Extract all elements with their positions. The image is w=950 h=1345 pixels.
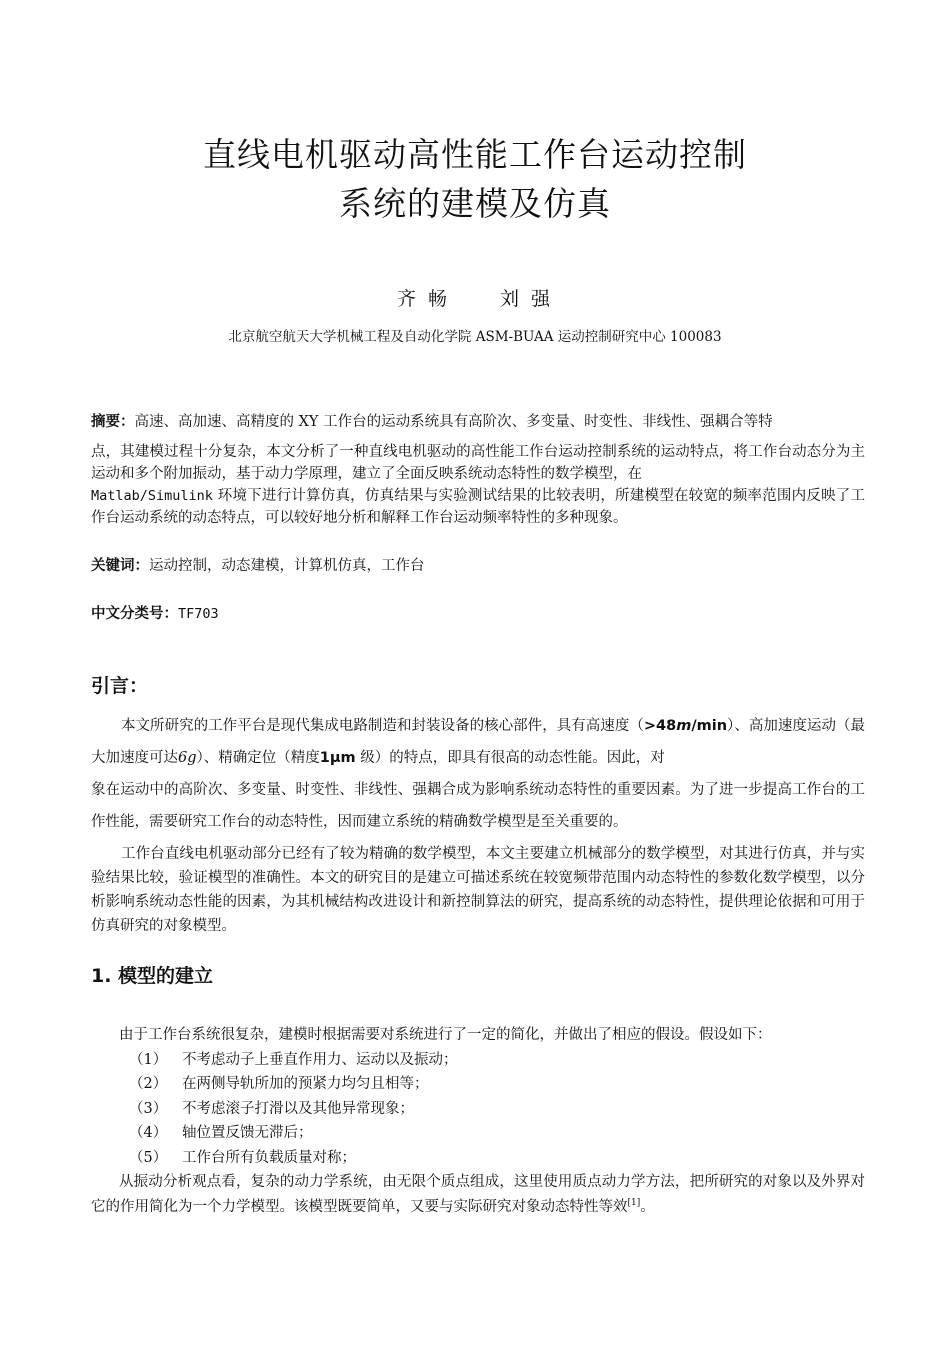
- classification-code: TF703: [178, 606, 219, 622]
- author-1: 齐 畅: [396, 288, 450, 310]
- assumption-item: [91, 1072, 865, 1097]
- abstract-text-1: 高速、高加速、高精度的 XY 工作台的运动系统具有高阶次、多变量、时变性、非线性、强耦合等特: [134, 414, 773, 430]
- intro-precision: 1μm: [319, 750, 356, 766]
- classification-number: [91, 604, 865, 624]
- author-list: [0, 287, 950, 311]
- assumption-number: （2）: [129, 1076, 168, 1092]
- keywords-label: 关键词: [91, 558, 135, 574]
- abstract-label-sep: ：: [120, 414, 135, 430]
- intro-heading: 引言：: [91, 675, 149, 697]
- model-paragraph: 从振动分析观点看，复杂的动力学系统，由无限个质点组成，这里使用质点动力学方法，把所研究的对象以及外界对它的作用简化为一个力学模型。该模型既要简单，又要与实际研究对象动态特性等效: [91, 1174, 865, 1215]
- affiliation: 北京航空航天大学机械工程及自动化学院 ASM-BUAA 运动控制研究中心 100083: [228, 329, 722, 345]
- model-paragraph-end: 。: [640, 1198, 655, 1215]
- intro-speed-unit: /min: [691, 718, 728, 734]
- assumption-text: 在两侧导轨所加的预紧力均匀且相等；: [182, 1076, 429, 1092]
- intro-p2: 工作台直线电机驱动部分已经有了较为精确的数学模型，本文主要建立机械部分的数学模型，对其进行仿真，并与实验结果比较，验证模型的准确性。本文的研究目的是建立可描述系统在较宽频带范围内动态特性的参数化数学模型，以分析影响系统动态性能的因素，为其机械结构改进设计和新控制算法的研究，提高系统的动态特性，提供理论依据和可用于仿真研究的对象模型。: [91, 846, 865, 934]
- assumption-number: （4）: [129, 1125, 168, 1141]
- intro-accel: 6g: [178, 750, 197, 766]
- paper-title-line-2: 系统的建模及仿真: [339, 184, 611, 223]
- assumption-item: [91, 1048, 865, 1073]
- classification-label-sep: ：: [163, 606, 178, 622]
- section-1-heading: 1. 模型的建立: [91, 965, 214, 987]
- abstract: [91, 409, 865, 529]
- author-2: 刘 强: [500, 288, 554, 310]
- assumption-item: [91, 1097, 865, 1122]
- assumptions-intro: 由于工作台系统很复杂，建模时根据需要对系统进行了一定的简化，并做出了相应的假设。假设如下：: [119, 1027, 772, 1043]
- assumption-text: 不考虑滚子打滑以及其他异常现象；: [182, 1100, 414, 1117]
- assumption-number: （3）: [129, 1100, 168, 1117]
- intro-body: [91, 710, 865, 938]
- abstract-matlab: Matlab/Simulink: [91, 488, 213, 504]
- intro-p1-c: ）、精确定位（精度: [196, 750, 320, 766]
- intro-speed-unit-m: m: [676, 718, 692, 734]
- assumption-text: 轴位置反馈无滞后；: [182, 1125, 313, 1141]
- section-1-body: [91, 1023, 865, 1219]
- assumption-text: 不考虑动子上垂直作用力、运动以及振动；: [182, 1051, 458, 1068]
- citation-ref[interactable]: [1]: [627, 1197, 641, 1208]
- abstract-text-3: 环境下进行计算仿真，仿真结果与实验测试结果的比较表明，所建模型在较宽的频率范围内反映了工作台运动系统的动态特点，可以较好地分析和解释工作台运动频率特性的多种现象。: [91, 488, 865, 526]
- assumption-number: （1）: [129, 1051, 168, 1068]
- classification-label: 中文分类号: [91, 606, 164, 622]
- intro-p1-e: 象在运动中的高阶次、多变量、时变性、非线性、强耦合成为影响系统动态特性的重要因素。为了进一步提高工作台的工作性能，需要研究工作台的动态特性，因而建立系统的精确数学模型是至关重要的。: [91, 782, 865, 830]
- abstract-text-2: 点，其建模过程十分复杂，本文分析了一种直线电机驱动的高性能工作台运动控制系统的运动特点，将工作台动态分为主运动和多个附加振动，基于动力学原理，建立了全面反映系统动态特性的数学模型，在: [91, 444, 865, 482]
- assumption-text: 工作台所有负载质量对称；: [182, 1149, 356, 1166]
- intro-p1-a: 本文所研究的工作平台是现代集成电路制造和封装设备的核心部件，具有高速度（: [121, 718, 644, 734]
- intro-p1-b: ）、高加速度运动（最大加速度可达: [91, 718, 866, 766]
- intro-p1-d: 级）的特点，即具有很高的动态性能。因此，对: [355, 750, 665, 766]
- paper-title-line-1: 直线电机驱动高性能工作台运动控制: [203, 135, 747, 174]
- abstract-label: 摘要: [91, 414, 120, 430]
- intro-speed: >48: [643, 718, 677, 734]
- keywords: [91, 556, 865, 576]
- keywords-text: 运动控制，动态建模，计算机仿真，工作台: [149, 558, 425, 574]
- keywords-label-sep: ：: [134, 558, 149, 574]
- assumption-item: [91, 1121, 865, 1146]
- assumption-item: [91, 1146, 865, 1171]
- assumption-number: （5）: [129, 1149, 168, 1166]
